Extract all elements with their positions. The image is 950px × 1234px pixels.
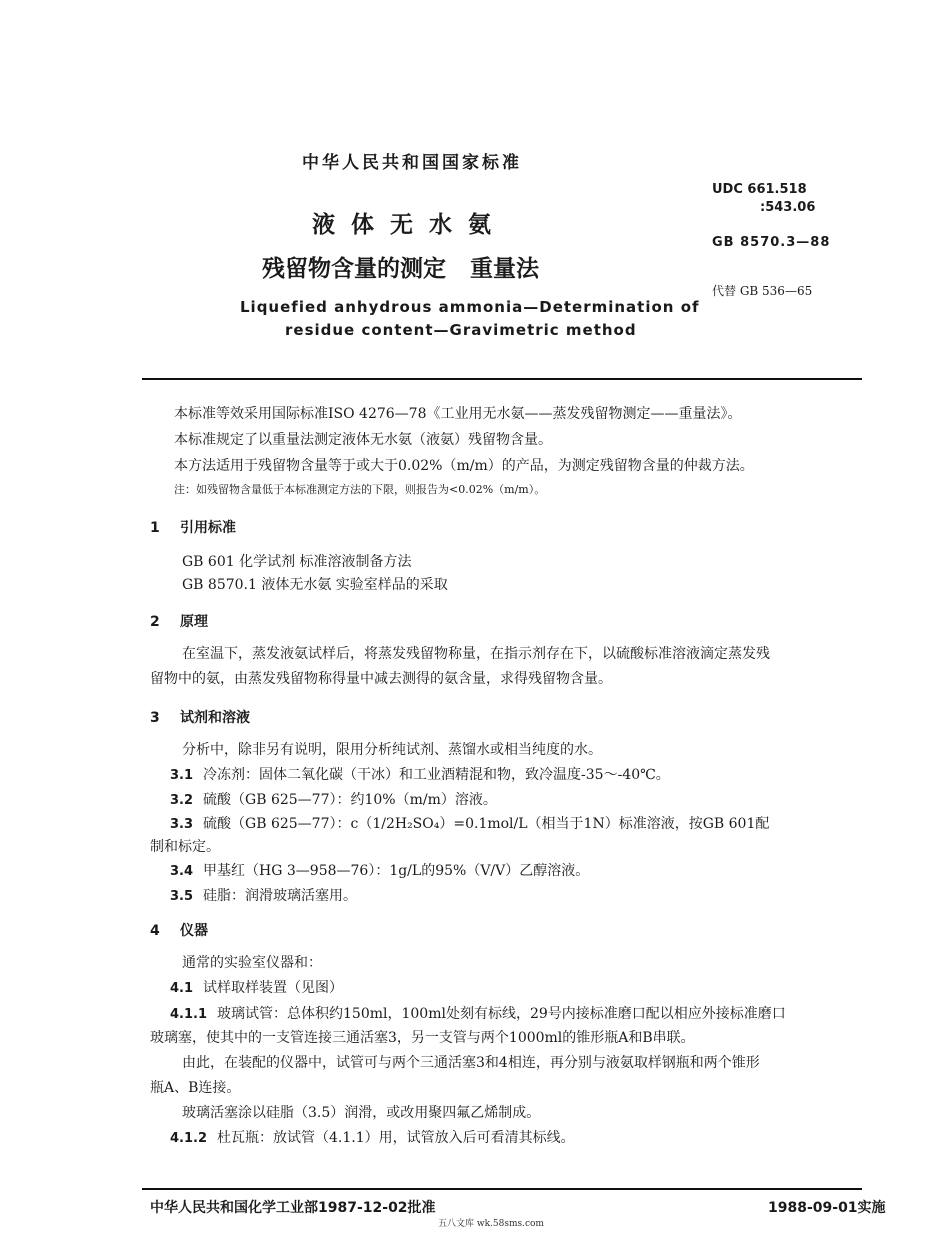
section-4-title: 仪器: [180, 923, 208, 939]
apparatus-intro: 通常的实验室仪器和：: [182, 955, 322, 971]
principle-text-line2: 留物中的氨，由蒸发残留物称得量中减去测得的氨含量，求得残留物含量。: [150, 671, 612, 687]
reagent-item-3-5: 3.5 硅脂：润滑玻璃活塞用。: [170, 888, 358, 904]
intro-paragraph-3: 本方法适用于残留物含量等于或大于0.02%（m/m）的产品，为测定残留物含量的仲裁方法。: [174, 458, 754, 474]
apparatus-item-4-1-1: 4.1.1 玻璃试管：总体积约150ml，100ml处刻有标线，29号内接标准磨口配以相应外接标准磨口: [170, 1006, 786, 1022]
title-chinese-line2: [262, 250, 539, 283]
reagent-item-3-3: 3.3 硫酸（GB 625—77）：c（1/2H₂SO₄）=0.1mol/L（相当于1N）标准溶液，按GB 601配: [170, 816, 770, 832]
section-4-number: 4: [150, 923, 160, 939]
udc-code-line2: :543.06: [760, 200, 816, 215]
title-english-line1: Liquefied anhydrous ammonia—Determination of: [240, 298, 700, 316]
section-2-title: 原理: [180, 614, 208, 630]
gb-standard-number: GB 8570.3—88: [712, 235, 831, 250]
reference-item: GB 8570.1 液体无水氨 实验室样品的采取: [182, 577, 448, 593]
reagents-intro: 分析中，除非另有说明，限用分析纯试剂、蒸馏水或相当纯度的水。: [182, 742, 602, 758]
apparatus-item-4-1: 4.1 试样取样装置（见图）: [170, 980, 344, 996]
issuing-authority: 中华人民共和国国家标准: [302, 153, 522, 173]
apparatus-item-4-1-1-line3: 由此，在装配的仪器中，试管可与两个三通活塞3和4相连，再分别与液氨取样钢瓶和两个锥形: [182, 1055, 760, 1071]
udc-code-line1: UDC 661.518: [712, 182, 807, 197]
title-english-line2: residue content—Gravimetric method: [285, 321, 637, 339]
section-3-heading: [150, 707, 250, 727]
reagent-item-3-4: 3.4 甲基红（HG 3—958—76）：1g/L的95%（V/V）乙醇溶液。: [170, 863, 590, 879]
section-4-heading: [150, 920, 208, 940]
apparatus-item-4-1-2: 4.1.2 杜瓦瓶：放试管（4.1.1）用，试管放入后可看清其标线。: [170, 1130, 575, 1146]
reagent-item-3-2: 3.2 硫酸（GB 625—77）：约10%（m/m）溶液。: [170, 792, 497, 808]
section-2-heading: [150, 611, 208, 631]
apparatus-item-4-1-1-line5: 玻璃活塞涂以硅脂（3.5）润滑，或改用聚四氟乙烯制成。: [182, 1105, 541, 1121]
section-3-number: 3: [150, 710, 160, 726]
intro-paragraph-2: 本标准规定了以重量法测定液体无水氨（液氨）残留物含量。: [174, 432, 552, 448]
reference-item: GB 601 化学试剂 标准溶液制备方法: [182, 554, 412, 570]
title-chinese-line2-part1: 残留物含量的测定: [262, 256, 446, 282]
section-1-heading: [150, 517, 236, 537]
section-2-number: 2: [150, 614, 160, 630]
title-chinese-line1: 液体无水氨: [312, 212, 507, 238]
section-1-title: 引用标准: [180, 520, 236, 536]
replaces-standard: 代替 GB 536—65: [712, 284, 813, 298]
apparatus-item-4-1-1-line2: 玻璃塞，使其中的一支管连接三通活塞3，另一支管与两个1000ml的锥形瓶A和B串联。: [150, 1030, 695, 1046]
approval-line: 中华人民共和国化学工业部1987-12-02批准: [150, 1200, 436, 1216]
reagent-item-3-1: 3.1 冷冻剂：固体二氧化碳（干冰）和工业酒精混和物，致冷温度-35～-40℃。: [170, 767, 670, 783]
footer-divider: [142, 1188, 862, 1190]
intro-paragraph-1: 本标准等效采用国际标准ISO 4276—78《工业用无水氨——蒸发残留物测定——重量法》。: [174, 406, 742, 422]
header-divider: [142, 378, 862, 380]
apparatus-item-4-1-1-line4: 瓶A、B连接。: [150, 1080, 241, 1096]
implementation-date: 1988-09-01实施: [768, 1200, 886, 1216]
intro-note: 注：如残留物含量低于本标准测定方法的下限，则报告为<0.02%（m/m）。: [174, 483, 546, 496]
reagent-item-3-3-continued: 制和标定。: [150, 839, 220, 855]
principle-text-line1: 在室温下，蒸发液氨试样后，将蒸发残留物称量，在指示剂存在下，以硫酸标准溶液滴定蒸发残: [182, 646, 770, 662]
section-3-title: 试剂和溶液: [180, 710, 250, 726]
watermark-text: 五八文库 wk.58sms.com: [438, 1219, 544, 1229]
section-1-number: 1: [150, 520, 160, 536]
title-chinese-line2-part2: 重量法: [470, 256, 539, 282]
